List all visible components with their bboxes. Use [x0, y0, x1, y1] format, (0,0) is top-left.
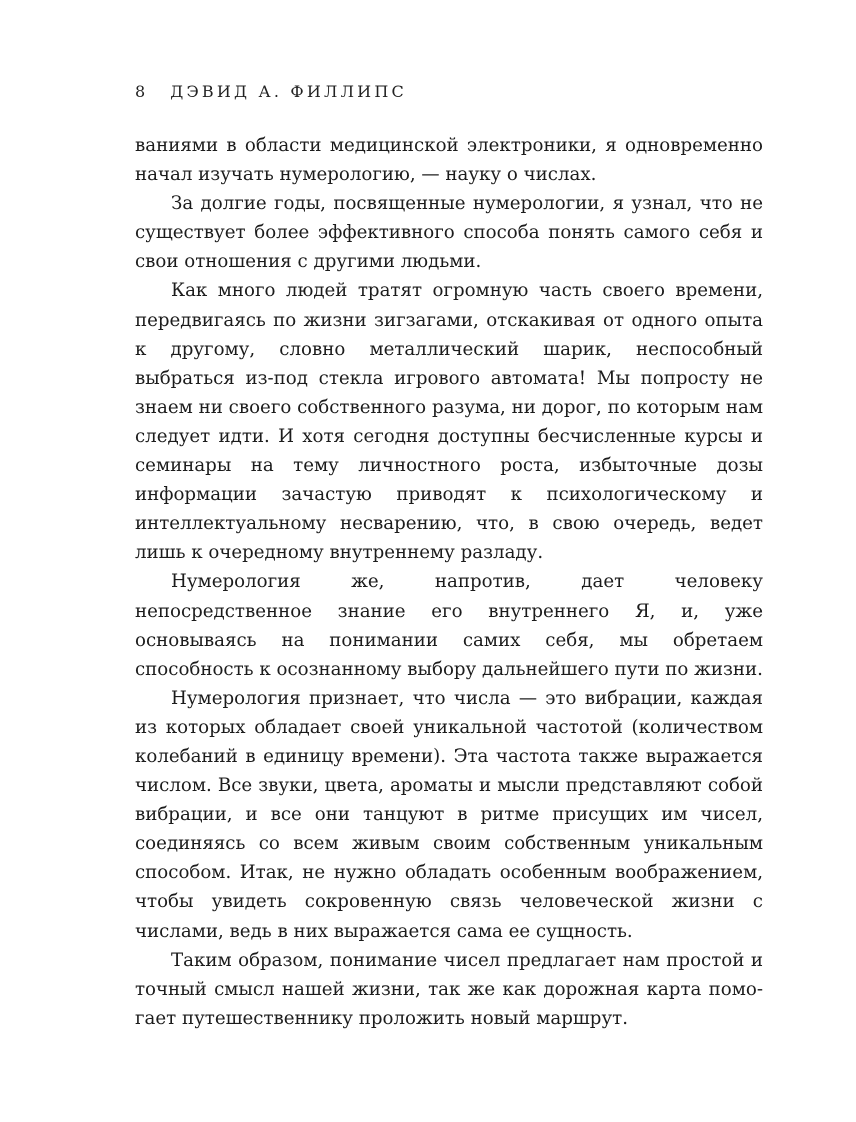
paragraph: За долгие годы, посвященные нумерологии, я узнал, что не существует более эффективного способа понять самого себя и свои отношения с другими людьми. [135, 193, 763, 273]
paragraph: Нумерология признает, что числа — это вибрации, каждая из которых обладает своей уникальной частотой (количеством колебаний в единицу времени). Эта частота также выражается числом. Все звуки, цвета, ароматы и мысли представляют собой вибрации, и все они танцуют в ритме присущих им чисел, соединяясь со всем живым своим собственным уникальным способом. Итак, не нужно обладать особенным воображением, чтобы увидеть сокровенную связь человеческой жизни с числами, ведь в них выражается сама ее сущность. [135, 687, 763, 942]
running-head [135, 80, 407, 104]
paragraph: Таким образом, понимание чисел предлагает нам простой и точный смысл нашей жизни, так же как дорожная карта помогает путешественнику проложить новый маршрут. [135, 949, 763, 1029]
body-text [135, 131, 763, 1033]
paragraph-continued: ваниями в области медицинской электроники, я одновременно начал изучать нумерологию, — науку о числах. [135, 135, 763, 186]
page-number: 8 [135, 82, 146, 101]
paragraph: Нумерология же, напротив, дает человеку непосредственное знание его внутреннего Я, и, уже основываясь на понимании самих себя, мы обретаем способность к осознанному выбору дальнейшего пути по жизни. [135, 571, 763, 680]
running-head-author: ДЭВИД А. ФИЛЛИПС [170, 82, 407, 101]
paragraph: Как много людей тратят огромную часть своего времени, передвигаясь по жизни зигзагами, отскакивая от одного опыта к другому, словно металлический шарик, неспособный выбраться из-под стекла игрового автомата! Мы попросту не знаем ни своего собственного разума, ни дорог, по которым нам следует идти. И хотя сегодня доступны бесчисленные курсы и семинары на тему личностного роста, избыточные дозы информации зачастую приводят к психологическому и интеллектуальному несварению, что, в свою очередь, ведет лишь к очередному внутреннему разладу. [135, 280, 763, 564]
